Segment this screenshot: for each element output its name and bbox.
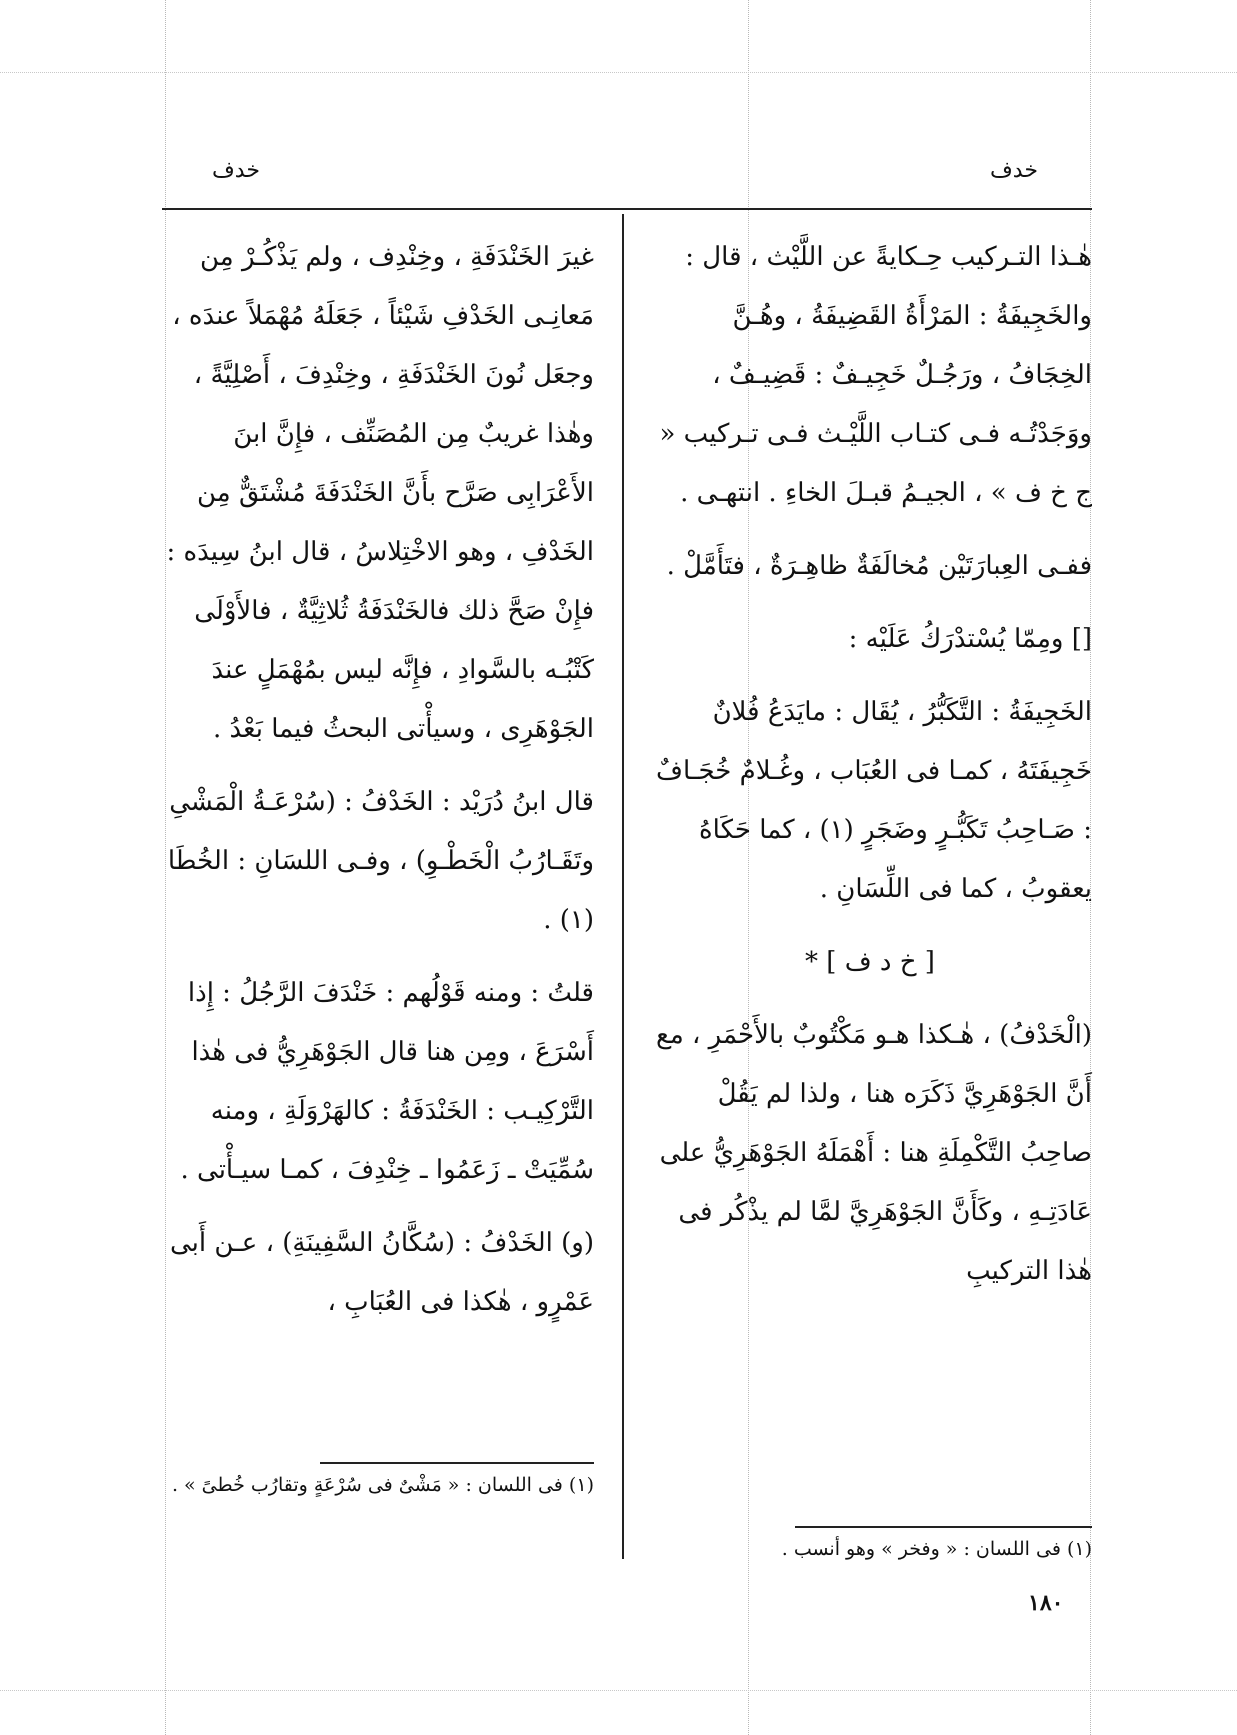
scan-guide bbox=[0, 72, 1237, 73]
paragraph: غيرَ الخَنْدَفَةِ ، وخِنْدِف ، ولم يَذْكُـرْ مِن مَعانِـى الخَدْفِ شَيْئاً ، جَعَلَهُ مُهْمَلاً عندَه ، وجعَل نُونَ الخَنْدَفَةِ ، وخِنْدِفَ ، أَصْلِيَّةً ، وهٰذا غريبٌ مِن المُصَنِّف ، فإِنَّ ابنَ الأَعْرَابِى صَرَّح بأَنَّ الخَنْدَفَةَ مُشْتَقٌّ مِن الخَدْفِ ، وهو الاخْتِلاسُ ، قال ابنُ سِيدَه : فإِنْ صَحَّ ذلك فالخَنْدَفَةُ ثُلاثِيَّةٌ ، فالأَوْلَى كَتْبُـه بالسَّوادِ ، فإِنَّه ليس بمُهْمَلٍ عندَ الجَوْهَرِى ، وسيأْتى البحثُ فيما بَعْدُ . bbox=[166, 242, 594, 744]
footnote-rule bbox=[795, 1526, 1092, 1528]
footnote-rule bbox=[320, 1462, 594, 1464]
right-column bbox=[648, 228, 1092, 1301]
paragraph: [] ومِمّا يُسْتدْرَكُ عَلَيْه : bbox=[848, 624, 1092, 654]
paragraph: (الْخَدْفُ) ، هٰـكذا هـو مَكْتُوبٌ بالأَحْمَرِ ، مع أَنَّ الجَوْهَرِيَّ ذَكَرَه هنا ، ولذا لم يَقُلْ صاحِبُ التَّكْمِلَةِ هنا : أَهْمَلَهُ الجَوْهَرِيُّ على عَادَتِـهِ ، وكَأَنَّ الجَوْهَرِيَّ لمَّا لم يذْكُر فى هٰذا التركيبِ bbox=[655, 1020, 1092, 1286]
left-column bbox=[160, 228, 594, 1332]
header-rule bbox=[162, 208, 1092, 210]
running-head-right: خدف bbox=[990, 158, 1038, 183]
running-head-left: خدف bbox=[212, 158, 260, 183]
page-number: ١٨٠ bbox=[1028, 1590, 1064, 1616]
paragraph: هٰـذا التـركيب حِـكايةً عن اللَّيْث ، قال : والخَجِيفَةُ : المَرْأَةُ القَضِيفَةُ ، وهُـنَّ الخِجَافُ ، ورَجُـلٌ خَجِيـفٌ : قَضِيـفٌ ، ووَجَدْتُـه فـى كتـاب اللَّيْـث فـى تـركيب « ج خ ف » ، الجيـمُ قبـلَ الخاءِ . انتهـى . bbox=[659, 242, 1092, 508]
paragraph: قلتُ : ومنه قَوْلُهم : خَنْدَفَ الرَّجُلُ : إِذا أَسْرَعَ ، ومِن هنا قال الجَوْهَرِيُّ فى هٰذا التَّرْكِيـب : الخَنْدَفَةُ : كالهَرْوَلَةِ ، ومنه سُمِّيَتْ ـ زَعَمُوا ـ خِنْدِفَ ، كمـا سيـأْتى . bbox=[180, 978, 594, 1185]
paragraph: (و) الخَدْفُ : (سُكَّانُ السَّفِينَةِ) ، عـن أَبى عَمْرٍو ، هٰكذا فى العُبَابِ ، bbox=[170, 1228, 594, 1317]
footnote-left: (١) فى اللسان : « مَشْىٌ فى سُرْعَةٍ وتقارُب خُطىً » . bbox=[171, 1474, 594, 1496]
paragraph: ففـى العِبارَتَيْن مُخالَفَةٌ ظاهِـرَةٌ ، فتَأَمَّلْ . bbox=[666, 551, 1092, 581]
column-divider bbox=[622, 214, 624, 1559]
scan-guide bbox=[0, 1690, 1237, 1691]
entry-heading: [ خ د ف ] * bbox=[805, 947, 935, 977]
paragraph: الخَجِيفَةُ : التَّكَبُّرُ ، يُقَال : مايَدَعُ فُلانٌ خَجِيفَتَهُ ، كمـا فى العُبَاب ، وغُـلامٌ خُجَـافٌ : صَـاحِبُ تَكَبُّـرٍ وضَجَرٍ (١) ، كما حَكَاهُ يعقوبُ ، كما فى اللِّسَانِ . bbox=[656, 697, 1092, 904]
paragraph: قال ابنُ دُرَيْد : الخَدْفُ : (سُرْعَـةُ الْمَشْىِ وتَقَـارُبُ الْخَطْـوِ) ، وفـى اللسَانِ : الخُطَا (١) . bbox=[167, 787, 594, 935]
footnote-right: (١) فى اللسان : « وفخر » وهو أنسب . bbox=[781, 1538, 1092, 1560]
